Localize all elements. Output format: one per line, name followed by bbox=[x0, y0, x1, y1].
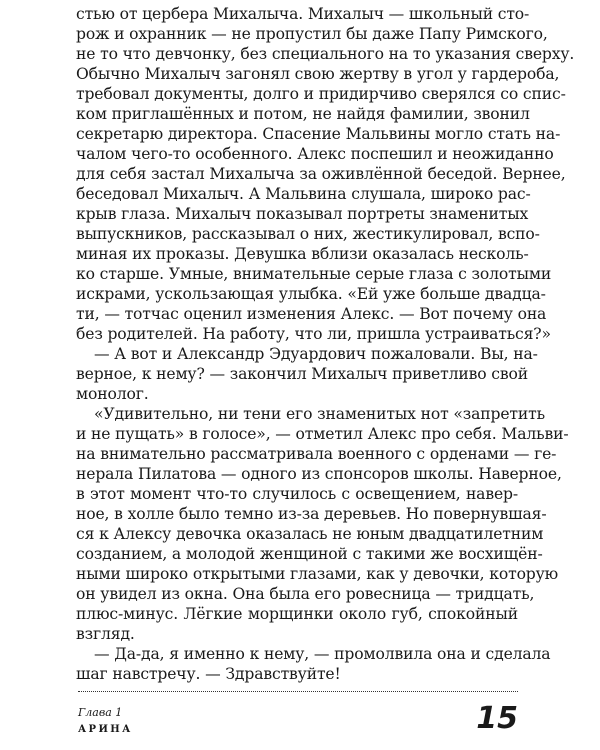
text-line: плюс-минус. Лёгкие морщинки около губ, спокойный bbox=[76, 605, 518, 623]
text-line: для себя застал Михалыча за оживлённой беседой. Вернее, bbox=[76, 165, 566, 183]
text-line: ти, — тотчас оценил изменения Алекс. — Вот почему она bbox=[76, 305, 547, 323]
text-line: без родителей. На работу, что ли, пришла устраиваться?» bbox=[76, 325, 551, 343]
page-number: 15 bbox=[476, 701, 518, 736]
text-line: выпускников, рассказывал о них, жестикулировал, вспо- bbox=[76, 225, 540, 243]
text-line: монолог. bbox=[76, 385, 149, 403]
text-line: «Удивительно, ни тени его знаменитых нот «запретить bbox=[94, 405, 545, 423]
text-line: он увидел из окна. Она была его ровесница — тридцать, bbox=[76, 585, 535, 603]
running-chapter: Глава 1 bbox=[78, 706, 123, 719]
text-line: стью от цербера Михалыча. Михалыч — школьный сто- bbox=[76, 5, 530, 23]
text-line: ное, в холле было темно из-за деревьев. Но повернувшая- bbox=[76, 505, 547, 523]
text-line: на внимательно рассматривала военного с орденами — ге- bbox=[76, 445, 557, 463]
text-line: в этот момент что-то случилось с освещением, навер- bbox=[76, 485, 518, 503]
text-line: и не пущать» в голосе», — отметил Алекс про себя. Мальви- bbox=[76, 425, 569, 443]
text-line: рож и охранник — не пропустил бы даже Папу Римского, bbox=[76, 25, 548, 43]
text-line: крыв глаза. Михалыч показывал портреты знаменитых bbox=[76, 205, 529, 223]
text-line: искрами, ускользающая улыбка. «Ей уже больше двадца- bbox=[76, 285, 546, 303]
text-line: чалом чего-то особенного. Алекс поспешил и неожиданно bbox=[76, 145, 554, 163]
text-line: ко старше. Умные, внимательные серые глаза с золотыми bbox=[76, 265, 552, 283]
text-line: ными широко открытыми глазами, как у девочки, которую bbox=[76, 565, 559, 583]
text-line: — Да-да, я именно к нему, — промолвила она и сделала bbox=[94, 645, 551, 663]
running-title: АРИНА bbox=[78, 724, 133, 735]
text-line: нерала Пилатова — одного из спонсоров школы. Наверное, bbox=[76, 465, 562, 483]
text-line: взгляд. bbox=[76, 625, 135, 643]
text-line: не то что девчонку, без специального на то указания сверху. bbox=[76, 45, 575, 63]
text-line: беседовал Михалыч. А Мальвина слушала, широко рас- bbox=[76, 185, 531, 203]
text-line: шаг навстречу. — Здравствуйте! bbox=[76, 665, 341, 683]
text-line: миная их проказы. Девушка вблизи оказалась несколь- bbox=[76, 245, 529, 263]
footer-divider bbox=[78, 691, 518, 692]
text-line: ком приглашённых и потом, не найдя фамилии, звонил bbox=[76, 105, 530, 123]
text-line: верное, к нему? — закончил Михалыч приветливо свой bbox=[76, 365, 528, 383]
text-line: созданием, а молодой женщиной с такими же восхищён- bbox=[76, 545, 543, 563]
text-line: Обычно Михалыч загонял свою жертву в угол у гардероба, bbox=[76, 65, 560, 83]
text-line: ся к Алексу девочка оказалась не юным двадцатилетним bbox=[76, 525, 544, 543]
text-line: секретарю директора. Спасение Мальвины могло стать на- bbox=[76, 125, 561, 143]
text-line: — А вот и Александр Эдуардович пожаловали. Вы, на- bbox=[94, 345, 538, 363]
text-line: требовал документы, долго и придирчиво сверялся со спис- bbox=[76, 85, 566, 103]
